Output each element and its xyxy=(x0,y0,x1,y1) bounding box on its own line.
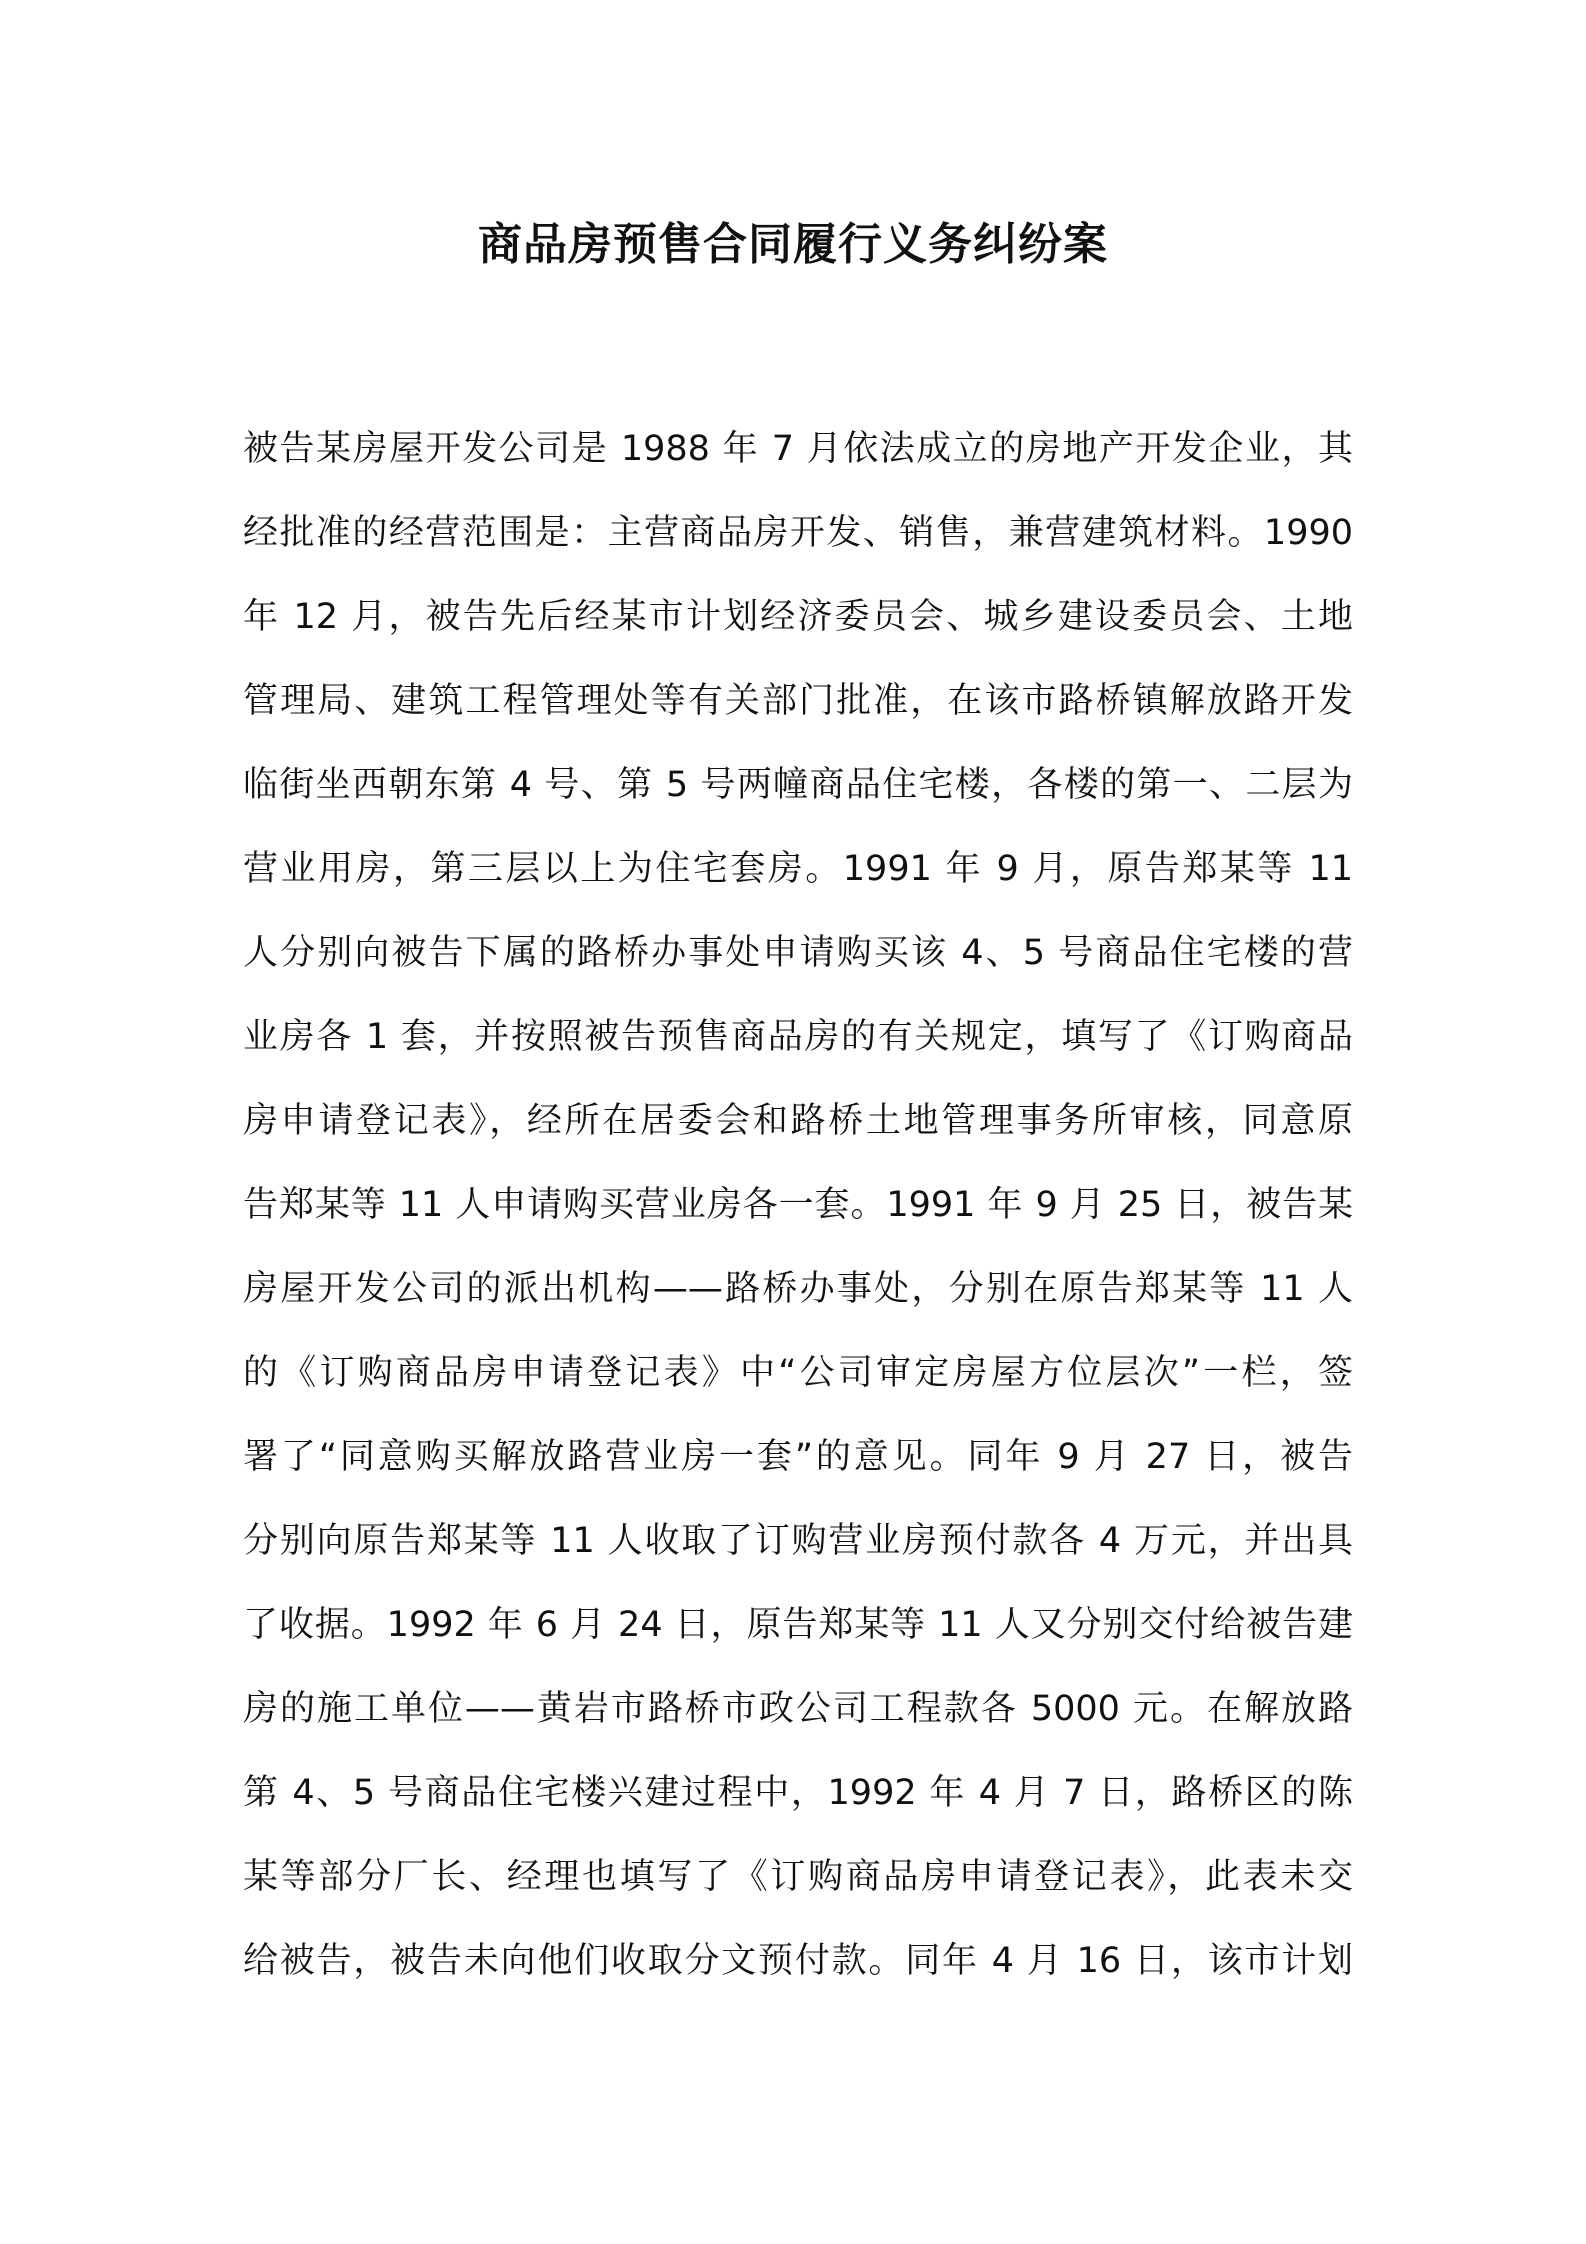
body-line: 年 12 月，被告先后经某市计划经济委员会、城乡建设委员会、土地 xyxy=(243,597,1353,637)
body-line: 告郑某等 11 人申请购买营业房各一套。1991 年 9 月 25 日，被告某 xyxy=(243,1185,1353,1225)
body-line: 管理局、建筑工程管理处等有关部门批准，在该市路桥镇解放路开发 xyxy=(243,681,1353,721)
body-line: 人分别向被告下属的路桥办事处申请购买该 4、5 号商品住宅楼的营 xyxy=(243,933,1353,973)
body-line: 某等部分厂长、经理也填写了《订购商品房申请登记表》，此表未交 xyxy=(243,1857,1353,1897)
body-line: 房屋开发公司的派出机构——路桥办事处，分别在原告郑某等 11 人 xyxy=(243,1269,1353,1309)
body-line: 业房各 1 套，并按照被告预售商品房的有关规定，填写了《订购商品 xyxy=(243,1017,1353,1057)
body-line: 房的施工单位——黄岩市路桥市政公司工程款各 5000 元。在解放路 xyxy=(243,1689,1353,1729)
body-line: 第 4、5 号商品住宅楼兴建过程中，1992 年 4 月 7 日，路桥区的陈 xyxy=(243,1773,1353,1813)
body-line: 给被告，被告未向他们收取分文预付款。同年 4 月 16 日，该市计划 xyxy=(243,1941,1353,1981)
body-line: 署了“同意购买解放路营业房一套”的意见。同年 9 月 27 日，被告 xyxy=(243,1437,1353,1477)
body-line: 了收据。1992 年 6 月 24 日，原告郑某等 11 人又分别交付给被告建 xyxy=(243,1605,1353,1645)
body-line: 营业用房，第三层以上为住宅套房。1991 年 9 月，原告郑某等 11 xyxy=(243,849,1353,889)
body-line: 房申请登记表》，经所在居委会和路桥土地管理事务所审核，同意原 xyxy=(243,1101,1353,1141)
body-line: 临街坐西朝东第 4 号、第 5 号两幢商品住宅楼，各楼的第一、二层为 xyxy=(243,765,1353,805)
body-line: 被告某房屋开发公司是 1988 年 7 月依法成立的房地产开发企业，其 xyxy=(243,429,1353,469)
document-title: 商品房预售合同履行义务纠纷案 xyxy=(478,219,1108,270)
body-line: 经批准的经营范围是：主营商品房开发、销售，兼营建筑材料。1990 xyxy=(243,513,1353,553)
body-line: 的《订购商品房申请登记表》中“公司审定房屋方位层次”一栏，签 xyxy=(243,1353,1353,1393)
body-line: 分别向原告郑某等 11 人收取了订购营业房预付款各 4 万元，并出具 xyxy=(243,1521,1353,1561)
document-body xyxy=(243,407,1353,2003)
